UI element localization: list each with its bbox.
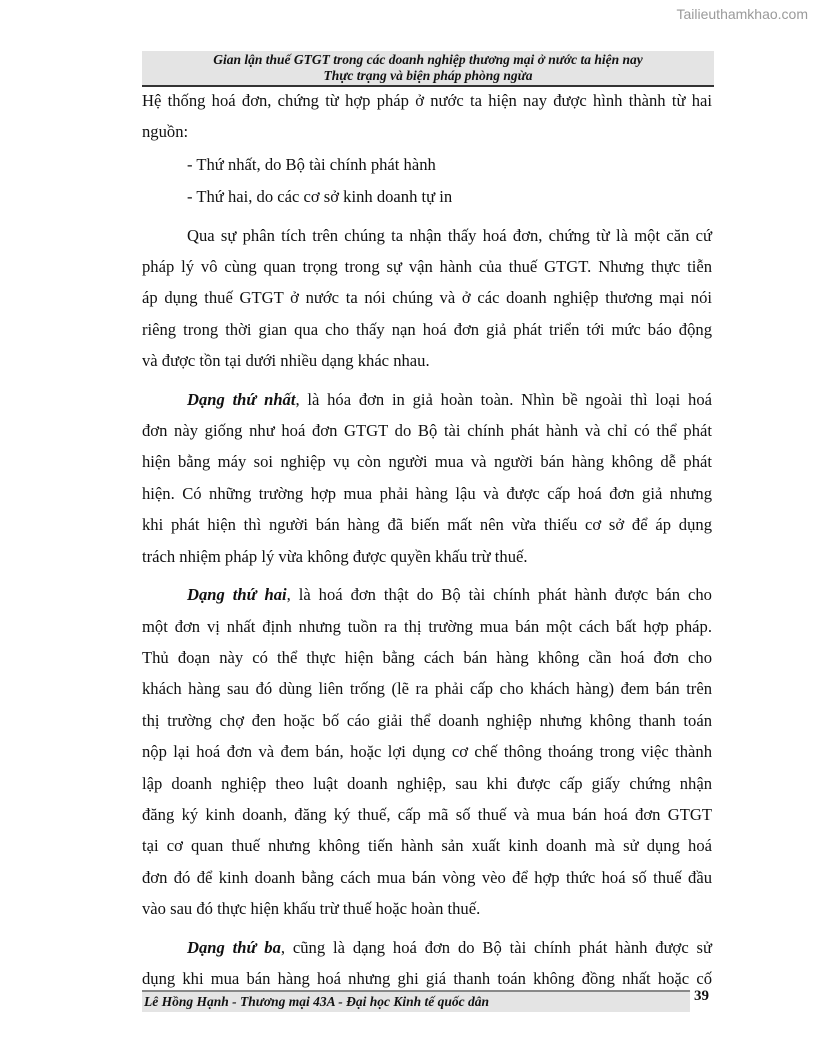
text-line [142,251,712,282]
line-text: dụng khi mua bán hàng hoá nhưng ghi giá thanh toán không đồng nhất hoặc cố [142,968,712,988]
page-number: 39 [694,988,709,1004]
line-text: và được tồn tại dưới nhiều dạng khác nhau. [142,351,430,371]
text-line [142,282,712,313]
line-text: , cũng là dạng hoá đơn do Bộ tài chính phát hành được sử [280,937,712,957]
text-line [142,384,712,415]
text-line [142,579,712,610]
line-text: đăng ký kinh doanh, đăng ký thuế, cấp mã số thuế và mua bán hoá đơn GTGT [142,804,712,824]
line-text: tại cơ quan thuế nhưng không tiến hành sản xuất kinh doanh mà sử dụng hoá [142,836,712,856]
text-line [142,673,712,704]
line-text: khách hàng sau đó dùng liên trống (lẽ ra phải cấp cho khách hàng) đem bán trên [142,679,712,699]
text-line [142,768,712,799]
text-line [142,611,712,642]
paragraph [142,181,712,212]
line-text: hiện. Có những trường hợp mua phải hàng lậu và được cấp hoá đơn giả nhưng [142,483,712,503]
text-line [142,799,712,830]
line-text: trách nhiệm pháp lý vừa không được quyền khấu trừ thuế. [142,546,528,566]
text-line [142,893,712,924]
paragraph [142,149,712,180]
line-text: , là hóa đơn in giả hoàn toàn. Nhìn bề ngoài thì loại hoá [295,389,712,409]
line-text: áp dụng thuế GTGT ở nước ta nói chúng và ở các doanh nghiệp thương mại nói [142,288,712,308]
text-line [142,415,712,446]
line-text: nguồn: [142,122,189,142]
document-body [142,85,712,1001]
line-text: - Thứ hai, do các cơ sở kinh doanh tự in [187,187,453,207]
text-line [142,705,712,736]
line-text: một đơn vị nhất định nhưng tuồn ra thị trường mua bán một cách bất hợp pháp. [142,616,712,636]
text-line [142,314,712,345]
paragraph [142,932,712,995]
line-text: lập doanh nghiệp theo luật doanh nghiệp, sau khi được cấp giấy chứng nhận [142,773,712,793]
line-text: riêng trong thời gian qua cho thấy nạn hoá đơn giả phát triển tới mức báo động [142,319,712,339]
line-text: , là hoá đơn thật do Bộ tài chính phát hành được bán cho [286,585,712,605]
line-text: vào sau đó thực hiện khấu trừ thuế hoặc hoàn thuế. [142,899,481,919]
line-text: - Thứ nhất, do Bộ tài chính phát hành [187,154,436,174]
line-text: đơn này giống như hoá đơn GTGT do Bộ tài chính phát hành và chỉ có thể phát [142,421,712,441]
text-line [142,181,712,212]
text-line [142,642,712,673]
line-text: hiện bằng máy soi nghiệp vụ còn người mua và người bán hàng không dễ phát [142,452,712,472]
text-line [142,932,712,963]
text-line [142,541,712,572]
paragraph-lead: Dạng thứ nhất [187,389,296,409]
paragraph [142,384,712,572]
running-header [142,51,714,87]
paragraph [142,85,712,148]
text-line [142,220,712,251]
line-text: thị trường chợ đen hoặc bố cáo giải thể doanh nghiệp nhưng không thanh toán [142,710,712,730]
text-line [142,830,712,861]
line-text: Hệ thống hoá đơn, chứng từ hợp pháp ở nước ta hiện nay được hình thành từ hai [142,91,712,110]
text-line [142,446,712,477]
text-line [142,509,712,540]
paragraph-lead: Dạng thứ ba [187,937,281,957]
line-text: nộp lại hoá đơn và đem bán, hoặc lợi dụng cơ chế thông thoáng trong việc thành [142,742,712,762]
text-line [142,478,712,509]
line-text: Thủ đoạn này có thể thực hiện bằng cách bán hàng không cần hoá đơn cho [142,647,712,667]
header-title: Gian lận thuế GTGT trong các doanh nghiệp thương mại ở nước ta hiện nay [213,52,643,67]
footer-author: Lê Hồng Hạnh - Thương mại 43A - Đại học Kinh tế quốc dân [142,990,690,1012]
text-line [142,149,712,180]
line-text: đơn đó để kinh doanh bằng cách mua bán vòng vèo để hợp thức hoá số thuế đầu [142,867,712,887]
paragraph [142,220,712,377]
paragraph [142,579,712,924]
paragraph-lead: Dạng thứ hai [187,585,287,605]
text-line [142,736,712,767]
text-line [142,85,712,116]
line-text: Qua sự phân tích trên chúng ta nhận thấy hoá đơn, chứng từ là một căn cứ [187,225,712,245]
text-line [142,116,712,147]
watermark: Tailieuthamkhao.com [676,6,808,22]
text-line [142,345,712,376]
line-text: pháp lý vô cùng quan trọng trong sự vận hành của thuế GTGT. Nhưng thực tiễn [142,257,712,277]
text-line [142,862,712,893]
header-subtitle: Thực trạng và biện pháp phòng ngừa [323,68,533,83]
line-text: khi phát hiện thì người bán hàng đã biến mất nên vừa thiếu cơ sở để áp dụng [142,515,712,535]
